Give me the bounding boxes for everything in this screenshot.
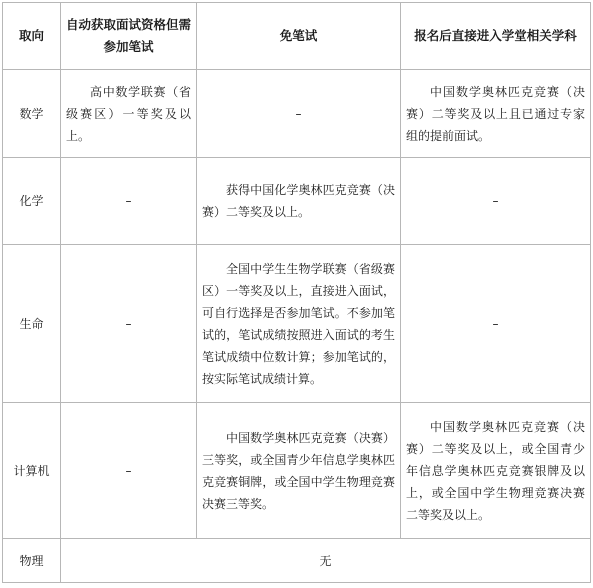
header-direction: 取向 [3,3,61,70]
category-cell: 计算机 [3,403,61,539]
exempt-written-cell: 获得中国化学奥林匹克竞赛（决赛）二等奖及以上。 [197,158,401,245]
table-row-computer [3,403,591,539]
category-cell: 化学 [3,158,61,245]
table-row-life-science [3,245,591,403]
header-direct-entry: 报名后直接进入学堂相关学科 [401,3,591,70]
direct-entry-cell: – [401,158,591,245]
header-exempt-written: 免笔试 [197,3,401,70]
direct-entry-cell: 中国数学奥林匹克竞赛（决赛）二等奖及以上，或全国青少年信息学奥林匹克竞赛银牌及以上，或全国中学生物理竞赛决赛二等奖及以上。 [401,403,591,539]
table-row-chemistry [3,158,591,245]
exempt-written-cell: – [197,70,401,158]
exempt-written-cell: 全国中学生生物学联赛（省级赛区）一等奖及以上，直接进入面试，可自行选择是否参加笔试。不参加笔试的，笔试成绩按照进入面试的考生笔试成绩中位数计算；参加笔试的，按实际笔试成绩计算。 [197,245,401,403]
header-auto-interview: 自动获取面试资格但需参加笔试 [61,3,197,70]
category-cell: 生命 [3,245,61,403]
auto-interview-cell: – [61,403,197,539]
category-cell: 物理 [3,539,61,583]
auto-interview-cell: – [61,158,197,245]
category-cell: 数学 [3,70,61,158]
direct-entry-cell: 中国数学奥林匹克竞赛（决赛）二等奖及以上且已通过专家组的提前面试。 [401,70,591,158]
direct-entry-cell: – [401,245,591,403]
exempt-written-cell: 中国数学奥林匹克竞赛（决赛）三等奖，或全国青少年信息学奥林匹克竞赛铜牌，或全国中学生物理竞赛决赛三等奖。 [197,403,401,539]
header-row [3,3,591,70]
merged-none-cell: 无 [61,539,591,583]
admission-policy-table [2,2,591,583]
table-row-physics [3,539,591,583]
auto-interview-cell: – [61,245,197,403]
auto-interview-cell: 高中数学联赛（省级赛区）一等奖及以上。 [61,70,197,158]
table-row-math [3,70,591,158]
